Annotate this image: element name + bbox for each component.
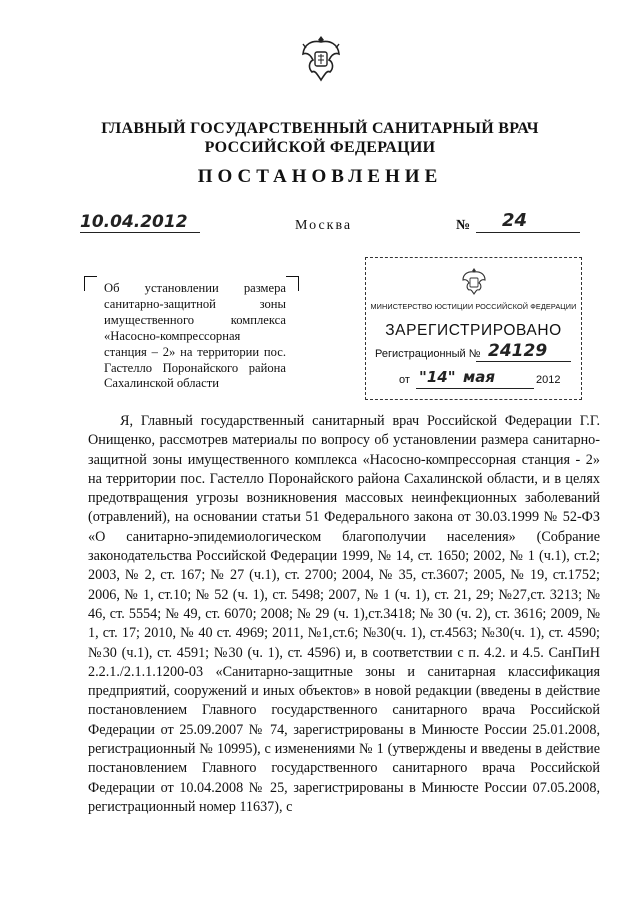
stamp-date-underline (416, 388, 534, 389)
stamp-year: 2012 (536, 374, 561, 386)
stamp-month: мая (463, 368, 496, 386)
stamp-reg-underline (476, 361, 571, 362)
document-subject: Об установлении размера санитарно-защитной зоны имущественного комплекса «Насосно-компрессорная станция – 2» на территории пос. Гастелло Поронайского района Сахалинской области (104, 281, 286, 391)
stamp-reg-number: 24129 (488, 341, 548, 361)
stamp-day: "14" (419, 368, 456, 386)
coat-of-arms-emblem (300, 32, 342, 84)
registration-stamp (365, 257, 582, 400)
document-type: ПОСТАНОВЛЕНИЕ (197, 166, 443, 187)
stamp-from-label: от (399, 374, 410, 386)
stamp-emblem-icon (461, 266, 487, 296)
body-paragraph: Я, Главный государственный санитарный врач Российской Федерации Г.Г. Онищенко, рассмотрев материалы по вопросу об установлении размера санитарно-защитной зоны имущественного комплекса «Насосно-компрессорная станция - 2» на территории пос. Гастелло Поронайского района Сахалинской области, и в целях предотвращения угрозы возникновения массовых неинфекционных заболеваний (отравлений), на основании статьи 51 Федерального закона от 30.03.1999 № 52-ФЗ «О санитарно-эпидемиологическом благополучии населения» (Собрание законодательства Российской Федерации 1999, № 14, ст. 1650; 2002, № 1 (ч.1), ст.2; 2003, № 2, ст. 167; № 27 (ч.1), ст. 2700; 2004, № 35, ст.3607; 2005, № 19, ст.1752; 2006, № 1, ст.10; № 52 (ч. 1), ст. 5498; 2007, № 1 (ч. 1), ст. 21, 29; №27,ст. 3213; № 46, ст. 5554; № 49, ст. 6070; 2008; № 29 (ч. 1),ст.3418; № 30 (ч. 2), ст. 3616; 2009, № 1, ст. 17; 2010, № 40 ст. 4969; 2011, №1,ст.6; №30(ч. 1), ст.4563; №30(ч. 1), ст. 4590; №30 (ч.1), ст. 4591; №30 (ч. 1), ст. 4596) и, в соответствии с п. 4.2. и 4.5. СанПиН 2.2.1./2.1.1.1200-03 «Санитарно-защитные зоны и санитарная классификация предприятий, сооружений и иных объектов» в новой редакции (введены в действие постановлением Главного государственного санитарного врача Российской Федерации от 25.09.2007 № 74, зарегистрированы в Минюсте России 25.01.2008, регистрационный № 10995), с изменениями № 1 (утверждены и введены в действие постановлением Главного государственного санитарного врача Российской Федерации от 10.04.2008 № 25, зарегистрированы в Минюсте России 07.05.2008, регистрационный номер 11637), с (88, 413, 600, 815)
stamp-registered: ЗАРЕГИСТРИРОВАНО (385, 322, 562, 339)
issuer-title: ГЛАВНЫЙ ГОСУДАРСТВЕННЫЙ САНИТАРНЫЙ ВРАЧ (101, 120, 539, 137)
number-sign: № (456, 218, 471, 233)
document-number: 24 (502, 210, 528, 231)
date-underline (80, 232, 200, 233)
document-date: 10.04.2012 (80, 212, 188, 232)
issuer-subtitle: РОССИЙСКОЙ ФЕДЕРАЦИИ (204, 139, 436, 156)
subject-bracket-right (286, 276, 299, 291)
number-underline (476, 232, 580, 233)
stamp-reg-label: Регистрационный № (375, 348, 481, 360)
stamp-ministry: МИНИСТЕРСТВО ЮСТИЦИИ РОССИЙСКОЙ ФЕДЕРАЦИИ (370, 302, 577, 311)
subject-bracket-left (84, 276, 97, 291)
document-city: Москва (295, 218, 353, 233)
